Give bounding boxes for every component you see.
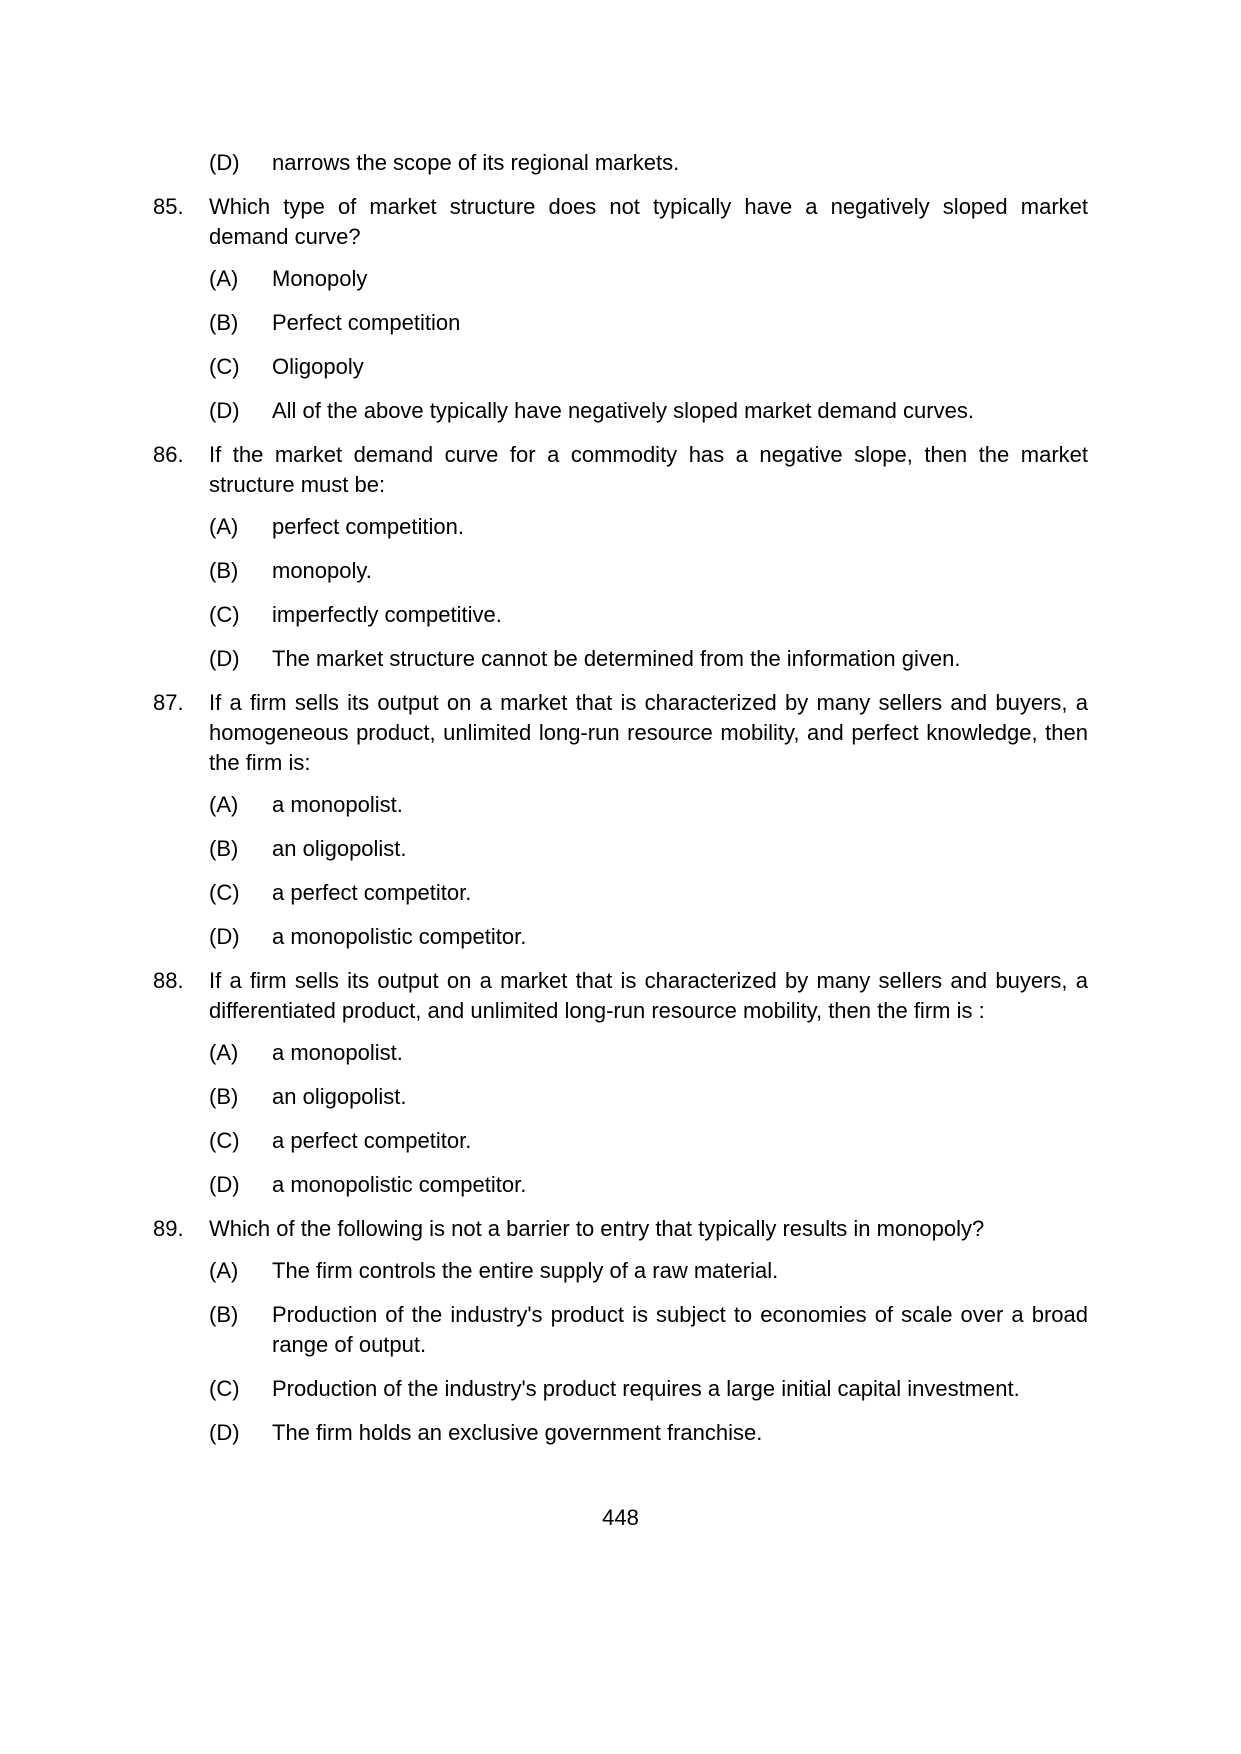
option xyxy=(209,1038,1088,1068)
question-body xyxy=(209,966,1088,1200)
option-text: perfect competition. xyxy=(272,514,464,539)
option-text: Oligopoly xyxy=(272,354,364,379)
option-marker: (D) xyxy=(209,150,240,175)
option xyxy=(209,922,1088,952)
option-text: a perfect competitor. xyxy=(272,880,472,905)
option xyxy=(209,396,1088,426)
option-marker: (C) xyxy=(209,1376,240,1401)
option-text: a monopolistic competitor. xyxy=(272,924,527,949)
option-marker: (A) xyxy=(209,266,239,291)
option-marker: (D) xyxy=(209,1172,240,1197)
question-number: 86. xyxy=(153,442,184,467)
option xyxy=(209,834,1088,864)
option xyxy=(209,512,1088,542)
option-text: narrows the scope of its regional markets. xyxy=(272,150,680,175)
orphan-option xyxy=(209,148,1088,178)
option xyxy=(209,1082,1088,1112)
question-prompt: If a firm sells its output on a market that is characterized by many sellers and buyers, a homogeneous product, unlimited long-run resource mobility, and perfect knowledge, then the firm is: xyxy=(209,690,1088,775)
question-number: 87. xyxy=(153,690,184,715)
option xyxy=(209,1300,1088,1360)
question-number: 85. xyxy=(153,194,184,219)
option-marker: (B) xyxy=(209,558,239,583)
question-prompt: If the market demand curve for a commodity has a negative slope, then the market structure must be: xyxy=(209,442,1088,497)
option-text: Production of the industry's product is subject to economies of scale over a broad range of output. xyxy=(272,1302,1088,1357)
option-marker: (A) xyxy=(209,1040,239,1065)
question-list xyxy=(153,192,1088,1448)
option-text: a monopolist. xyxy=(272,792,403,817)
option-text: an oligopolist. xyxy=(272,1084,407,1109)
question-body xyxy=(209,1214,1088,1448)
option xyxy=(209,644,1088,674)
option xyxy=(209,1374,1088,1404)
option-marker: (C) xyxy=(209,602,240,627)
question-number: 89. xyxy=(153,1216,184,1241)
question-body xyxy=(209,440,1088,674)
question xyxy=(153,192,1088,426)
option-marker: (D) xyxy=(209,924,240,949)
option xyxy=(209,878,1088,908)
option-marker: (C) xyxy=(209,1128,240,1153)
option-text: imperfectly competitive. xyxy=(272,602,502,627)
option-marker: (A) xyxy=(209,792,239,817)
option-text: The market structure cannot be determined from the information given. xyxy=(272,646,961,671)
option-text: an oligopolist. xyxy=(272,836,407,861)
option xyxy=(209,600,1088,630)
option-text: a monopolist. xyxy=(272,1040,403,1065)
question-prompt: Which type of market structure does not typically have a negatively sloped market demand curve? xyxy=(209,194,1088,249)
option-marker: (D) xyxy=(209,646,240,671)
option-marker: (C) xyxy=(209,880,240,905)
option-list xyxy=(209,1038,1088,1200)
question xyxy=(153,440,1088,674)
question-body xyxy=(209,688,1088,952)
question-prompt: If a firm sells its output on a market that is characterized by many sellers and buyers, a differentiated product, and unlimited long-run resource mobility, then the firm is : xyxy=(209,968,1088,1023)
option-text: monopoly. xyxy=(272,558,372,583)
option-marker: (B) xyxy=(209,836,239,861)
option-text: The firm holds an exclusive government franchise. xyxy=(272,1420,763,1445)
page-number: 448 xyxy=(602,1505,639,1530)
option-text: Monopoly xyxy=(272,266,368,291)
question-number: 88. xyxy=(153,968,184,993)
option-text: All of the above typically have negatively sloped market demand curves. xyxy=(272,398,974,423)
option xyxy=(209,308,1088,338)
option-list xyxy=(209,264,1088,426)
option xyxy=(209,1418,1088,1448)
option-marker: (C) xyxy=(209,354,240,379)
option-marker: (A) xyxy=(209,1258,239,1283)
question xyxy=(153,688,1088,952)
option xyxy=(209,790,1088,820)
option-marker: (D) xyxy=(209,1420,240,1445)
option-list xyxy=(209,1256,1088,1448)
option-text: Perfect competition xyxy=(272,310,461,335)
option-text: a monopolistic competitor. xyxy=(272,1172,527,1197)
option-marker: (A) xyxy=(209,514,239,539)
option-text: Production of the industry's product requires a large initial capital investment. xyxy=(272,1376,1020,1401)
option-text: The firm controls the entire supply of a raw material. xyxy=(272,1258,779,1283)
question-prompt: Which of the following is not a barrier to entry that typically results in monopoly? xyxy=(209,1216,985,1241)
option xyxy=(209,352,1088,382)
question xyxy=(153,966,1088,1200)
question-body xyxy=(209,192,1088,426)
question xyxy=(153,1214,1088,1448)
option-marker: (B) xyxy=(209,1084,239,1109)
option xyxy=(209,1256,1088,1286)
option xyxy=(209,264,1088,294)
option xyxy=(209,1170,1088,1200)
option xyxy=(209,1126,1088,1156)
option-marker: (D) xyxy=(209,398,240,423)
option-marker: (B) xyxy=(209,1302,239,1327)
option xyxy=(209,556,1088,586)
option-list xyxy=(209,512,1088,674)
option-list xyxy=(209,790,1088,952)
option-text: a perfect competitor. xyxy=(272,1128,472,1153)
option-marker: (B) xyxy=(209,310,239,335)
